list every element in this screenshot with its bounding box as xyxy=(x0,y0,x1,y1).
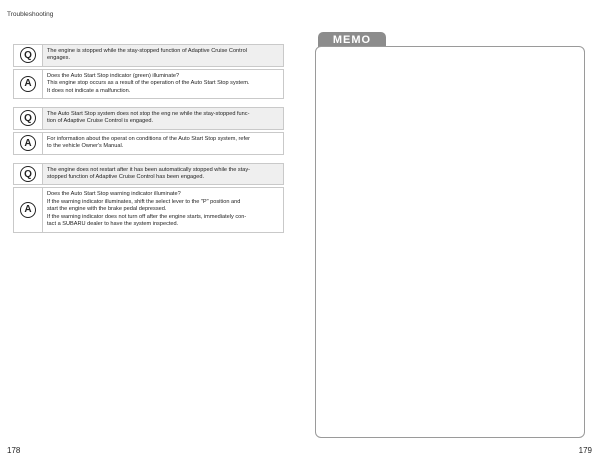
answer-line: Does the Auto Start Stop warning indicator illuminate? xyxy=(47,191,181,198)
question-line: tion of Adaptive Cruise Control is engaged. xyxy=(47,118,154,125)
question-text xyxy=(43,45,283,66)
answer-line: start the engine with the brake pedal depressed. xyxy=(47,206,167,213)
answer-text xyxy=(43,188,283,231)
answer-line: to the vehicle Owner's Manual. xyxy=(47,143,124,150)
memo-area xyxy=(315,46,585,438)
answer-line: Does the Auto Start Stop indicator (green) illuminate? xyxy=(47,72,180,79)
answer-line: If the warning indicator does not turn off after the engine starts, immediately con- xyxy=(47,213,247,220)
question-text xyxy=(43,108,283,129)
answer-line: This engine stop occurs as a result of the operation of the Auto Start Stop system. xyxy=(47,80,250,87)
page-number-right: 179 xyxy=(578,446,592,455)
answer-row xyxy=(13,69,284,99)
answer-line: For information about the operat on conditions of the Auto Start Stop system, refer xyxy=(47,135,251,142)
answer-row xyxy=(13,187,284,232)
answer-icon: A xyxy=(20,135,36,151)
answer-text xyxy=(43,70,283,98)
question-line: The engine does not restart after it has been automatically stopped while the stay- xyxy=(47,166,251,173)
section-header: Troubleshooting xyxy=(7,11,54,18)
answer-line: tact a SUBARU dealer to have the system inspected. xyxy=(47,221,179,228)
question-text xyxy=(43,164,283,185)
question-icon: Q xyxy=(20,47,36,63)
page-number-left: 178 xyxy=(7,446,21,455)
qa-list xyxy=(13,44,284,241)
answer-icon: A xyxy=(20,202,36,218)
question-line: stopped function of Adaptive Cruise Control has been engaged. xyxy=(47,174,205,181)
answer-line: It does not indicate a malfunction. xyxy=(47,87,131,94)
question-line: The engine is stopped while the stay-stopped function of Adaptive Cruise Control xyxy=(47,48,247,54)
answer-icon: A xyxy=(20,76,36,92)
qa-item xyxy=(13,163,284,233)
question-line: The Auto Start Stop system does not stop the eng ne while the stay-stopped func- xyxy=(47,111,250,118)
answer-text xyxy=(43,133,283,154)
question-icon: Q xyxy=(20,166,36,182)
qa-item xyxy=(13,107,284,155)
answer-line: If the warning indicator illuminates, shift the select lever to the "P" position and xyxy=(47,198,241,205)
qa-item xyxy=(13,44,284,99)
question-row xyxy=(13,107,284,130)
question-row xyxy=(13,163,284,186)
memo-title: MEMO xyxy=(318,32,386,47)
question-row xyxy=(13,44,284,67)
question-icon: Q xyxy=(20,110,36,126)
answer-row xyxy=(13,132,284,155)
question-line: engages. xyxy=(47,55,71,62)
